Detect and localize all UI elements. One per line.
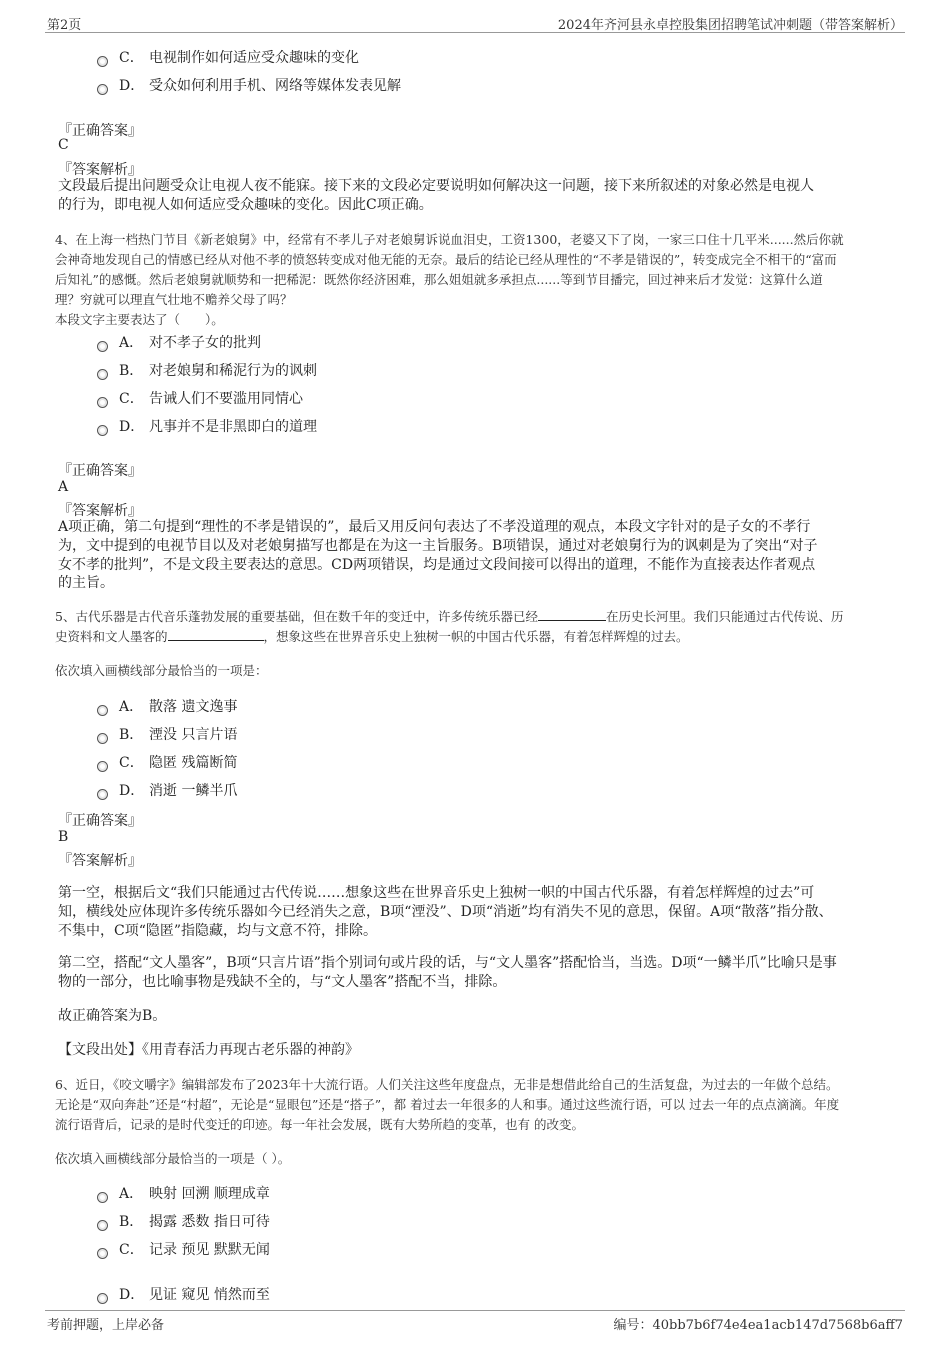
q5-conclusion: 故正确答案为B。 xyxy=(58,1008,167,1024)
radio-icon[interactable] xyxy=(97,789,108,800)
q4-answer: A xyxy=(58,479,69,495)
q4-answer-label: 『正确答案』 xyxy=(58,463,142,479)
radio-icon[interactable] xyxy=(97,84,108,95)
q3-analysis-line-1: 文段最后提出问题受众让电视人夜不能寐。接下来的文段必定要说明如何解决这一问题，接下来所叙述的对象必然是电视人 xyxy=(58,178,814,194)
q3-answer-label: 『正确答案』 xyxy=(58,123,142,139)
q5-analysis-label: 『答案解析』 xyxy=(58,853,142,869)
q6-option-c[interactable]: C． 记录 预见 默默无闻 xyxy=(97,1238,270,1260)
q5-option-c[interactable]: C． 隐匿 残篇断简 xyxy=(97,751,237,773)
q6-prompt: 依次填入画横线部分最恰当的一项是（ ）。 xyxy=(55,1151,291,1166)
radio-icon[interactable] xyxy=(97,425,108,436)
radio-icon[interactable] xyxy=(97,341,108,352)
q3-option-d[interactable]: D． 受众如何利用手机、网络等媒体发表见解 xyxy=(97,74,401,96)
q4-stem-line-2: 会神奇地发现自己的情感已经从对他不孝的愤怒转变成对他无能的无奈。最后的结论已经从理性的“不孝是错误的”，转变成完全不相干的“富而 xyxy=(55,252,837,267)
radio-icon[interactable] xyxy=(97,733,108,744)
q5-stem-line-1: 5、古代乐器是古代音乐蓬勃发展的重要基础，但在数千年的变迁中，许多传统乐器已经 在历史长河里。我们只能通过古代传说、历 xyxy=(55,606,843,627)
radio-icon[interactable] xyxy=(97,397,108,408)
q5-option-a[interactable]: A． 散落 遗文逸事 xyxy=(97,695,237,717)
q5-answer-label: 『正确答案』 xyxy=(58,813,142,829)
q4-stem-line-3: 后知礼”的感慨。然后老娘舅就顺势和一把稀泥：既然你经济困难，那么姐姐就多承担点......等到节目播完，回过神来后才发觉：这算什么道 xyxy=(55,272,823,287)
q4-option-b[interactable]: B． 对老娘舅和稀泥行为的讽刺 xyxy=(97,359,317,381)
radio-icon[interactable] xyxy=(97,1220,108,1231)
q4-question: 本段文字主要表达了（ ）。 xyxy=(55,312,224,327)
q5-analysis-p2-line-2: 物的一部分，也比喻事物是残缺不全的，与“文人墨客”搭配不当，排除。 xyxy=(58,974,507,990)
q6-stem-line-3: 流行语背后，记录的是时代变迁的印迹。每一年社会发展，既有大势所趋的变革，也有 的改变。 xyxy=(55,1117,584,1132)
q3-analysis-label: 『答案解析』 xyxy=(58,162,142,178)
q4-option-c[interactable]: C． 告诫人们不要滥用同情心 xyxy=(97,387,303,409)
q3-answer: C xyxy=(58,137,69,153)
q4-analysis-label: 『答案解析』 xyxy=(58,503,142,519)
q3-analysis-line-2: 的行为，即电视人如何适应受众趣味的变化。因此C项正确。 xyxy=(58,197,433,213)
q6-option-a[interactable]: A． 映射 回溯 顺理成章 xyxy=(97,1182,270,1204)
q5-option-b[interactable]: B． 湮没 只言片语 xyxy=(97,723,237,745)
radio-icon[interactable] xyxy=(97,1293,108,1304)
q4-option-d[interactable]: D． 凡事并不是非黑即白的道理 xyxy=(97,415,317,437)
q5-option-d[interactable]: D． 消逝 一鳞半爪 xyxy=(97,779,237,801)
page-footer xyxy=(45,1310,905,1333)
q5-analysis-p1-line-1: 第一空，根据后文“我们只能通过古代传说……想象这些在世界音乐史上独树一帜的中国古代乐器，有着怎样辉煌的过去”可 xyxy=(58,885,815,901)
q4-analysis-line-2: 为，文中提到的电视节目以及对老娘舅描写也都是在为这一主旨服务。B项错误，通过对老娘舅行为的讽刺是为了突出“对子 xyxy=(58,538,818,554)
q6-stem-line-1: 6、近日，《咬文嚼字》编辑部发布了2023年十大流行语。人们关注这些年度盘点，无非是想借此给自己的生活复盘，为过去的一年做个总结。 xyxy=(55,1077,839,1092)
q4-analysis-line-3: 女不孝的批判”，不是文段主要表达的意思。CD两项错误，均是通过文段间接可以得出的道理，不能作为直接表达作者观点 xyxy=(58,557,816,573)
radio-icon[interactable] xyxy=(97,56,108,67)
page-number: 第2页 xyxy=(47,18,82,33)
q5-analysis-p2-line-1: 第二空，搭配“文人墨客”，B项“只言片语”指个别词句或片段的话，与“文人墨客”搭配恰当，当选。D项“一鳞半爪”比喻只是事 xyxy=(58,955,837,971)
radio-icon[interactable] xyxy=(97,1192,108,1203)
q4-option-a[interactable]: A． 对不孝子女的批判 xyxy=(97,331,261,353)
q5-analysis-p1-line-3: 不集中，C项“隐匿”指隐藏，均与文意不符，排除。 xyxy=(58,923,378,939)
document-title: 2024年齐河县永卓控股集团招聘笔试冲刺题（带答案解析） xyxy=(557,18,903,33)
q5-prompt: 依次填入画横线部分最恰当的一项是： xyxy=(55,663,268,678)
radio-icon[interactable] xyxy=(97,705,108,716)
document-code: 编号：40bb7b6f74e4ea1acb147d7568b6aff7 xyxy=(613,1318,903,1333)
q5-answer: B xyxy=(58,829,69,845)
page-header xyxy=(45,12,905,33)
q6-option-b[interactable]: B． 揭露 悉数 指日可待 xyxy=(97,1210,270,1232)
fill-blank-2[interactable] xyxy=(168,626,264,641)
fill-blank-1[interactable] xyxy=(538,606,606,621)
q4-analysis-line-4: 的主旨。 xyxy=(58,575,114,591)
q5-analysis-p1-line-2: 知，横线处应体现许多传统乐器如今已经消失之意，B项“湮没”、D项“消逝”均有消失不见的意思，保留。A项“散落”指分散、 xyxy=(58,904,833,920)
footer-slogan: 考前押题，上岸必备 xyxy=(47,1318,165,1333)
q4-stem-line-1: 4、在上海一档热门节目《新老娘舅》中，经常有不孝儿子对老娘舅诉说血泪史，工资1300，老婆又下了岗，一家三口住十几平米......然后你就 xyxy=(55,232,844,247)
q6-option-d[interactable]: D． 见证 窥见 悄然而至 xyxy=(97,1283,270,1305)
q3-option-c[interactable]: C． 电视制作如何适应受众趣味的变化 xyxy=(97,46,359,68)
radio-icon[interactable] xyxy=(97,369,108,380)
q4-analysis-line-1: A项正确，第二句提到“理性的不孝是错误的”，最后又用反问句表达了不孝没道理的观点，本段文字针对的是子女的不孝行 xyxy=(58,519,811,535)
radio-icon[interactable] xyxy=(97,1248,108,1259)
radio-icon[interactable] xyxy=(97,761,108,772)
q5-stem-line-2: 史资料和文人墨客的 ，想象这些在世界音乐史上独树一帜的中国古代乐器，有着怎样辉煌的过去。 xyxy=(55,626,689,647)
q5-source: 【文段出处】《用青春活力再现古老乐器的神韵》 xyxy=(58,1042,359,1058)
q4-stem-line-4: 理？穷就可以理直气壮地不赡养父母了吗？ xyxy=(55,292,293,307)
q6-stem-line-2: 无论是“双向奔赴”还是“村超”，无论是“显眼包”还是“搭子”，都 着过去一年很多的人和事。通过这些流行语，可以 过去一年的点点滴滴。年度 xyxy=(55,1097,840,1112)
